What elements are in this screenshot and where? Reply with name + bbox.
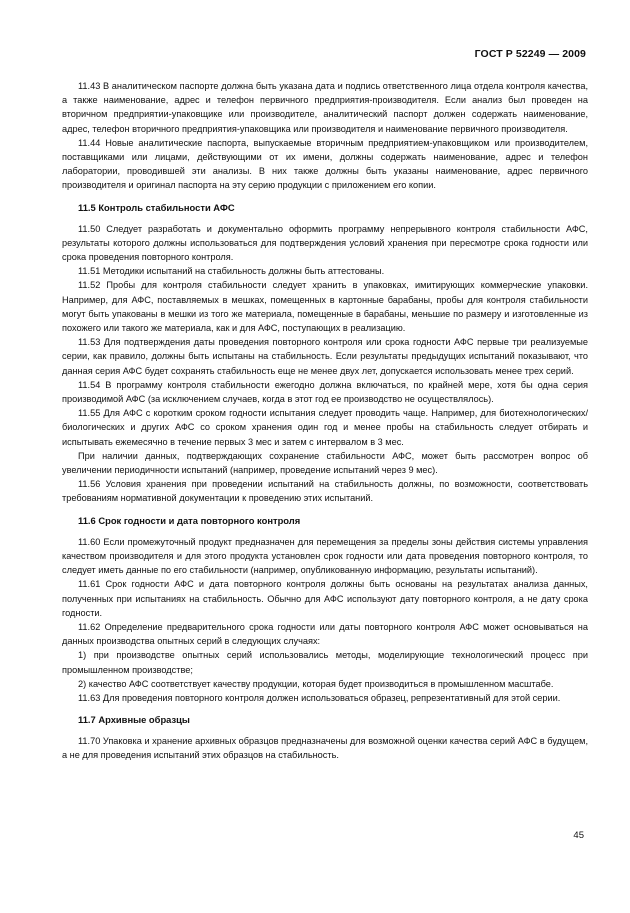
paragraph-11-56: 11.56 Условия хранения при проведении испытаний на стабильность должны, по возможности, соответствовать требованиям нормативной документации к проведению этих испытаний. xyxy=(62,479,588,504)
paragraph-11-52: 11.52 Пробы для контроля стабильности следует хранить в упаковках, имитирующих коммерческие упаковки. Например, для АФС, поставляемых в мешках, помещенных в картонные барабаны, пробы для контроля стабильности могут быть упакованы в мешки из того же материала, помещенные в барабаны, меньшие по размеру и изготовленные из похожего или такого же материала, как и для АФС, поступающих в реализацию. xyxy=(62,280,588,334)
paragraph-11-55: 11.55 Для АФС с коротким сроком годности испытания следует проводить чаще. Например, для биотехнологических/биологических и других АФС со сроком хранения один год и менее пробы на стабильность следует отбирать и испытывать ежемесячно в течение первых 3 мес и затем с интервалом в 3 мес. xyxy=(62,408,588,447)
section-heading-11-7: 11.7 Архивные образцы xyxy=(78,714,190,726)
paragraph-11-44: 11.44 Новые аналитические паспорта, выпускаемые вторичным предприятием-упаковщиком или производителем, поставщиками или лицами, действующими от их имени, должны содержать наименование, адрес и телефон лаборатории, проводившей эти анализы. В них также должны быть указаны наименование, адрес первичного производителя и оригинал паспорта на эту серию продукции с приложением его копии. xyxy=(62,137,588,191)
section-heading-11-5: 11.5 Контроль стабильности АФС xyxy=(78,201,235,213)
paragraph-11-61: 11.61 Срок годности АФС и дата повторного контроля должны быть основаны на результатах анализа данных, полученных при испытаниях на стабильность. Обычно для АФС используют дату повторного контроля, а не дату срока годности. xyxy=(62,579,588,618)
paragraph-11-70: 11.70 Упаковка и хранение архивных образцов предназначены для возможной оценки качества серий АФС в будущем, а не для проведения испытаний этих образцов на стабильность. xyxy=(62,736,588,761)
document-standard-header: ГОСТ Р 52249 — 2009 xyxy=(474,48,586,60)
paragraph-11-54: 11.54 В программу контроля стабильности ежегодно должна включаться, по крайней мере, хотя бы одна серия производимой АФС (за исключением случаев, когда в этот год ее производство не осуществлялось). xyxy=(62,379,588,405)
paragraph-11-55-note: При наличии данных, подтверждающих сохранение стабильности АФС, может быть рассмотрен вопрос об увеличении периодичности испытаний (например, проведение испытаний через 9 мес). xyxy=(62,450,588,476)
paragraph-11-53: 11.53 Для подтверждения даты проведения повторного контроля или срока годности АФС первые три реализуемые серии, как правило, должны быть испытаны на стабильность. Если результаты предыдущих испытаний показывают, что данная серия АФС будет сохранять стабильность еще не менее двух лет, допускается использовать менее трех серий. xyxy=(62,337,588,376)
paragraph-11-62: 11.62 Определение предварительного срока годности или даты повторного контроля АФС может основываться на данных производства опытных серий в следующих случаях: xyxy=(62,621,588,647)
list-item-1: 1) при производстве опытных серий использовались методы, моделирующие технологический процесс при промышленном производстве; xyxy=(62,650,588,675)
document-body xyxy=(62,79,588,763)
paragraph-11-51: 11.51 Методики испытаний на стабильность должны быть аттестованы. xyxy=(78,266,385,277)
section-heading-11-6: 11.6 Срок годности и дата повторного контроля xyxy=(78,514,301,526)
paragraph-11-60: 11.60 Если промежуточный продукт предназначен для перемещения за пределы зоны действия системы управления качеством производителя и для этого продукта установлен срок годности или дата проведения повторного контроля, то следует иметь данные по его стабильности (например, опубликованную информацию, результаты испытаний). xyxy=(62,536,588,576)
paragraph-11-50: 11.50 Следует разработать и документально оформить программу непрерывного контроля стабильности АФС, результаты которого должны использоваться для подтверждения условий хранения при пересмотре срока годности или срока проведения повторного контроля. xyxy=(62,223,588,263)
list-item-2: 2) качество АФС соответствует качеству продукции, которая будет производиться в промышленном масштабе. xyxy=(78,678,554,689)
paragraph-11-43: 11.43 В аналитическом паспорте должна быть указана дата и подпись ответственного лица отдела контроля качества, а также наименование, адрес и телефон первичного предприятия-производителя. Если анализ был проведен на вторичном предприятии-упаковщике или производителе, аналитический паспорт должен содержать наименование, адрес, телефон вторичного предприятия-упаковщика или производителя и наименование первичного производителя. xyxy=(62,81,588,134)
paragraph-11-63: 11.63 Для проведения повторного контроля должен использоваться образец, репрезентативный для этой серии. xyxy=(78,692,561,703)
page-number: 45 xyxy=(573,830,584,841)
